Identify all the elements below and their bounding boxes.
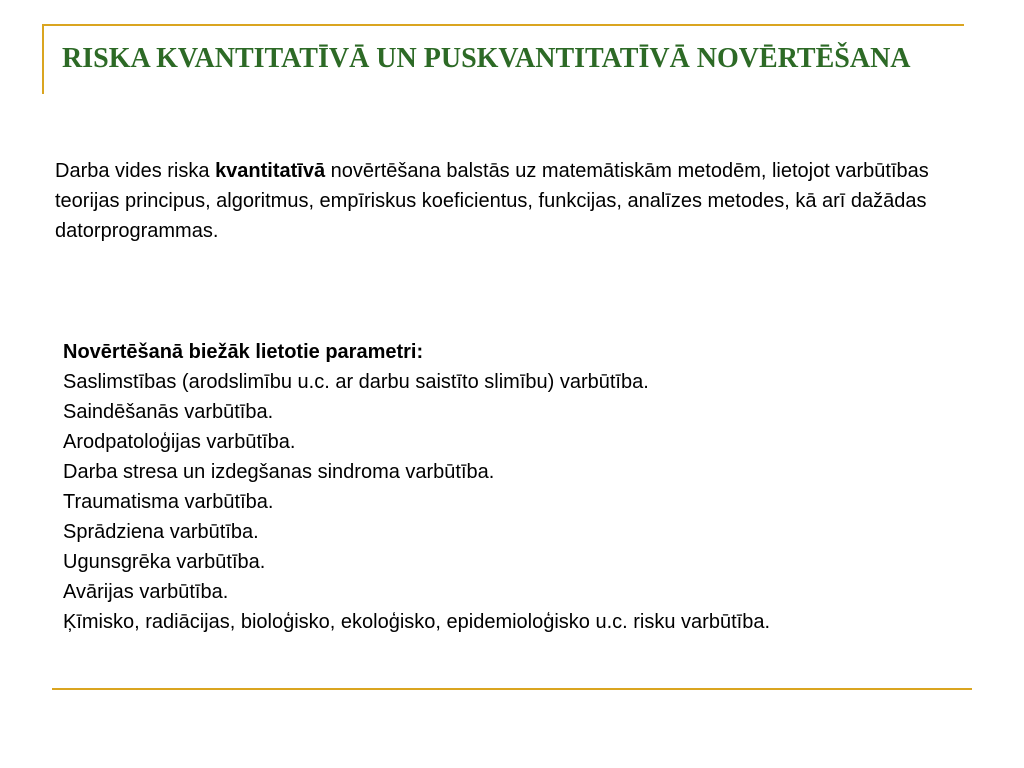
top-rule [44,24,964,26]
intro-bold-term: kvantitatīvā [215,160,326,182]
parameter-item: Saslimstības (arodslimību u.c. ar darbu saistīto slimību) varbūtība. [63,371,649,393]
parameter-item: Arodpatoloģijas varbūtība. [63,431,296,453]
parameter-item: Avārijas varbūtība. [63,581,229,603]
bottom-rule [52,688,972,690]
intro-text-end: novērtēšana balstās uz matemātiskām metodēm, lietojot varbūtības teorijas principus, algoritmus, empīriskus koeficientus, funkcijas, analīzes metodes, kā arī dažādas datorprogrammas. [55,160,929,242]
left-rule [42,24,44,94]
parameters-list [63,367,983,637]
parameter-item: Sprādziena varbūtība. [63,521,259,543]
intro-paragraph [55,156,955,246]
parameters-heading: Novērtēšanā biežāk lietotie parametri: [63,341,424,363]
parameters-section [63,337,983,637]
parameter-item: Darba stresa un izdegšanas sindroma varbūtība. [63,461,495,483]
slide-title: RISKA KVANTITATĪVĀ UN PUSKVANTITATĪVĀ NOVĒRTĒŠANA [62,43,911,74]
intro-text-start: Darba vides riska [55,160,216,182]
parameter-item: Ugunsgrēka varbūtība. [63,551,266,573]
parameter-item: Ķīmisko, radiācijas, bioloģisko, ekoloģisko, epidemioloģisko u.c. risku varbūtība. [63,611,771,633]
parameter-item: Saindēšanās varbūtība. [63,401,274,423]
parameter-item: Traumatisma varbūtība. [63,491,274,513]
